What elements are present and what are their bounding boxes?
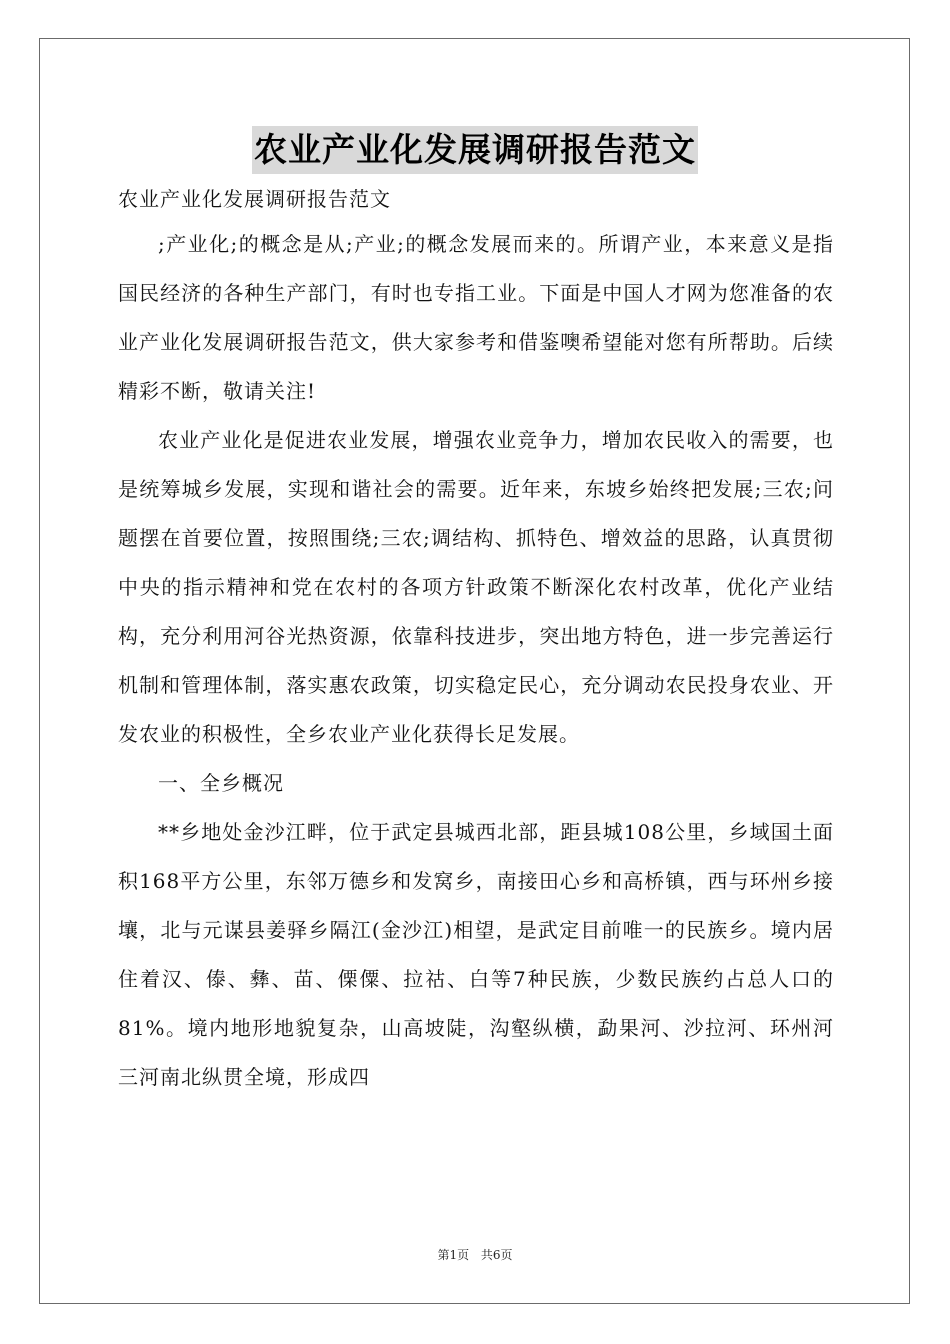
page-footer — [0, 1246, 950, 1263]
section-heading: 一、全乡概况 — [158, 771, 284, 795]
page-number: 第1页 — [437, 1248, 470, 1262]
paragraph-intro: ;产业化;的概念是从;产业;的概念发展而来的。所谓产业，本来意义是指国民经济的各种生产部门，有时也专指工业。下面是中国人才网为您准备的农业产业化发展调研报告范文，供大家参考和借鉴噢希望能对您有所帮助。后续精彩不断，敬请关注! — [118, 232, 834, 403]
page-total: 共6页 — [480, 1248, 513, 1262]
paragraph-overview: 农业产业化是促进农业发展，增强农业竞争力，增加农民收入的需要，也是统筹城乡发展，实现和谐社会的需要。近年来，东坡乡始终把发展;三农;问题摆在首要位置，按照围绕;三农;调结构、抓特色、增效益的思路，认真贯彻中央的指示精神和党在农村的各项方针政策不断深化农村改革，优化产业结构，充分利用河谷光热资源，依靠科技进步，突出地方特色，进一步完善运行机制和管理体制，落实惠农政策，切实稳定民心，充分调动农民投身农业、开发农业的积极性，全乡农业产业化获得长足发展。 — [118, 428, 834, 746]
document-body — [118, 178, 834, 1102]
title-container — [0, 126, 950, 174]
document-subtitle: 农业产业化发展调研报告范文 — [118, 187, 391, 211]
document-title: 农业产业化发展调研报告范文 — [252, 126, 698, 174]
paragraph-township: **乡地处金沙江畔，位于武定县城西北部，距县城108公里，乡域国土面积168平方公里，东邻万德乡和发窝乡，南接田心乡和高桥镇，西与环州乡接壤，北与元谋县姜驿乡隔江(金沙江)相望，是武定目前唯一的民族乡。境内居住着汉、傣、彝、苗、傈僳、拉祜、白等7种民族，少数民族约占总人口的81%。境内地形地貌复杂，山高坡陡，沟壑纵横，勐果河、沙拉河、环州河三河南北纵贯全境，形成四 — [118, 820, 834, 1089]
